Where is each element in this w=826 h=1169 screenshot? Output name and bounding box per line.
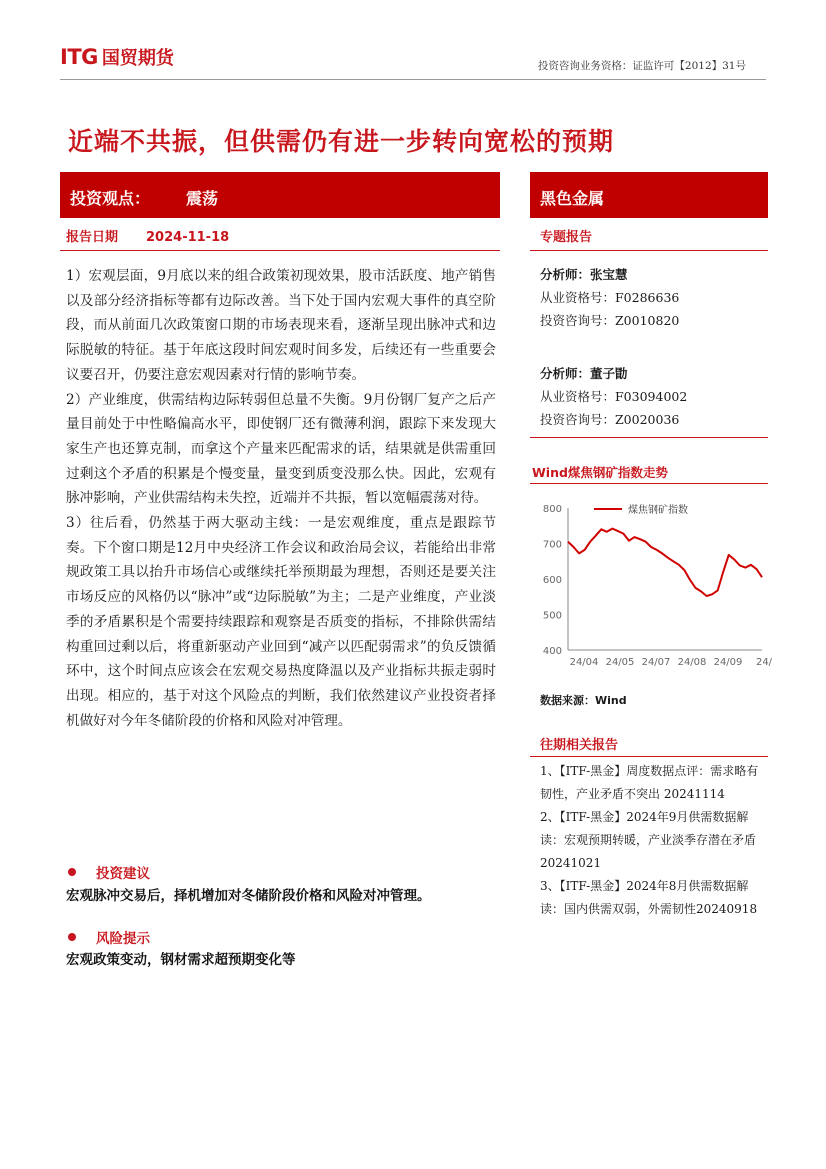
body-paragraph: 1）宏观层面，9月底以来的组合政策初现效果，股市活跃度、地产销售以及部分经济指标等都有边际改善。当下处于国内宏观大事件的真空阶段，而从前面几次政策窗口期的市场表现来看，逐渐呈现出脉冲式和边际脱敏的特征。基于年底这段时间宏观时间多发，后续还有一些重要会议要召开，仍要注意宏观因素对行情的影响节奏。 xyxy=(66,268,496,383)
y-tick-label: 600 xyxy=(542,575,562,586)
investment-view-bar xyxy=(60,172,500,218)
analyst-divider xyxy=(530,437,768,438)
body-text xyxy=(66,264,496,733)
advice-heading xyxy=(68,862,150,882)
chart-source: 数据来源：Wind xyxy=(540,694,627,707)
y-tick-label: 400 xyxy=(542,646,562,657)
advice-heading-text: 投资建议 xyxy=(96,866,150,882)
index-series-line xyxy=(568,529,762,596)
header-divider xyxy=(60,79,766,80)
related-report-item[interactable]: 3、【ITF-黑金】2024年8月供需数据解读：国内供需双弱，外需韧性20240918 xyxy=(540,879,758,916)
advice-text: 宏观脉冲交易后，择机增加对冬储阶段价格和风险对冲管理。 xyxy=(66,888,431,904)
y-tick-label: 500 xyxy=(542,610,562,622)
report-date xyxy=(66,226,229,245)
body-paragraph: 2）产业维度，供需结构边际转弱但总量不失衡。9月份钢厂复产之后产量目前处于中性略偏高水平，即使钢厂还有微薄利润，跟踪下来发现大家生产也还算克制，而拿这个产量来匹配需求的话，结果就是供需重回过剩这个矛盾的积累是个慢变量，量变到质变没那么快。因此，宏观有脉冲影响，产业供需结构未失控，近端并不共振，暂以宽幅震荡对待。 xyxy=(66,391,496,507)
right-divider xyxy=(530,250,768,251)
x-tick-label: 24/07 xyxy=(641,657,671,668)
analyst-name: 分析师：张宝慧 xyxy=(540,267,628,282)
bullet-icon xyxy=(68,868,76,876)
risk-heading-text: 风险提示 xyxy=(96,931,150,947)
risk-heading xyxy=(68,927,150,947)
chart-top-divider xyxy=(530,483,768,484)
analyst-name: 分析师：董子勖 xyxy=(540,366,628,381)
related-divider xyxy=(530,756,768,757)
body-paragraph: 3）往后看，仍然基于两大驱动主线：一是宏观维度，重点是跟踪节奏。下个窗口期是12月中央经济工作会议和政治局会议，若能给出非常规政策工具以抬升市场信心或继续托举预期最为理想，否则还是要关注市场反应的风格仍以“脉冲”或“边际脱敏”为主；二是产业维度，产业淡季的矛盾累积是个需要持续跟踪和观察是否质变的指标，不排除供需结构重回过剩以后，将重新驱动产业回到“减产以匹配弱需求”的负反馈循环中，这个时间点应该会在宏观交易热度降温以及产业指标共振走弱时出现。相应的，基于对这个风险点的判断，我们依然建议产业投资者择机做好对今年冬储阶段的价格和风险对冲管理。 xyxy=(66,515,496,729)
company-logo xyxy=(60,44,174,70)
analyst-license: 从业资格号：F03094002 xyxy=(540,389,688,404)
license-text: 投资咨询业务资格：证监许可【2012】31号 xyxy=(537,60,746,72)
analyst-license: 从业资格号：F0286636 xyxy=(540,290,680,305)
risk-text: 宏观政策变动，钢材需求超预期变化等 xyxy=(66,952,296,968)
category-bar xyxy=(530,172,768,218)
analyst-consult-number: 投资咨询号：Z0010820 xyxy=(540,313,680,328)
x-tick-label: 24/05 xyxy=(605,657,635,668)
date-label: 报告日期 xyxy=(66,230,119,245)
related-reports-heading: 往期相关报告 xyxy=(540,738,619,753)
left-divider xyxy=(60,250,500,251)
related-reports-list xyxy=(540,760,766,921)
analyst-block xyxy=(540,362,687,431)
chart-heading: Wind煤焦钢矿指数走势 xyxy=(532,465,668,480)
related-report-item[interactable]: 1、【ITF-黑金】周度数据点评：需求略有韧性，产业矛盾不突出 20241114 xyxy=(540,764,759,801)
logo-chinese: 国贸期货 xyxy=(101,48,174,69)
x-tick-label: 24/08 xyxy=(677,657,707,668)
legend-label: 煤焦钢矿指数 xyxy=(628,505,688,516)
date-value: 2024-11-18 xyxy=(146,230,230,245)
index-line-chart xyxy=(530,490,773,680)
bullet-icon xyxy=(68,933,76,941)
x-tick-label: 24/04 xyxy=(569,657,599,668)
analyst-block xyxy=(540,263,679,332)
y-tick-label: 800 xyxy=(542,504,562,515)
report-title: 近端不共振，但供需仍有进一步转向宽松的预期 xyxy=(68,127,615,156)
view-value: 震荡 xyxy=(186,189,219,208)
view-label: 投资观点： xyxy=(70,189,151,208)
category-label: 黑色金属 xyxy=(540,189,605,208)
related-report-item[interactable]: 2、【ITF-黑金】2024年9月供需数据解读：宏观预期转暖，产业淡季存潜在矛盾 20241021 xyxy=(540,810,757,870)
x-tick-label: 24/ xyxy=(755,657,773,668)
analyst-consult-number: 投资咨询号：Z0020036 xyxy=(540,412,680,427)
y-tick-label: 700 xyxy=(542,539,562,551)
report-type: 专题报告 xyxy=(540,230,593,245)
x-tick-label: 24/09 xyxy=(713,657,743,668)
logo-latin: ITG xyxy=(60,45,98,69)
